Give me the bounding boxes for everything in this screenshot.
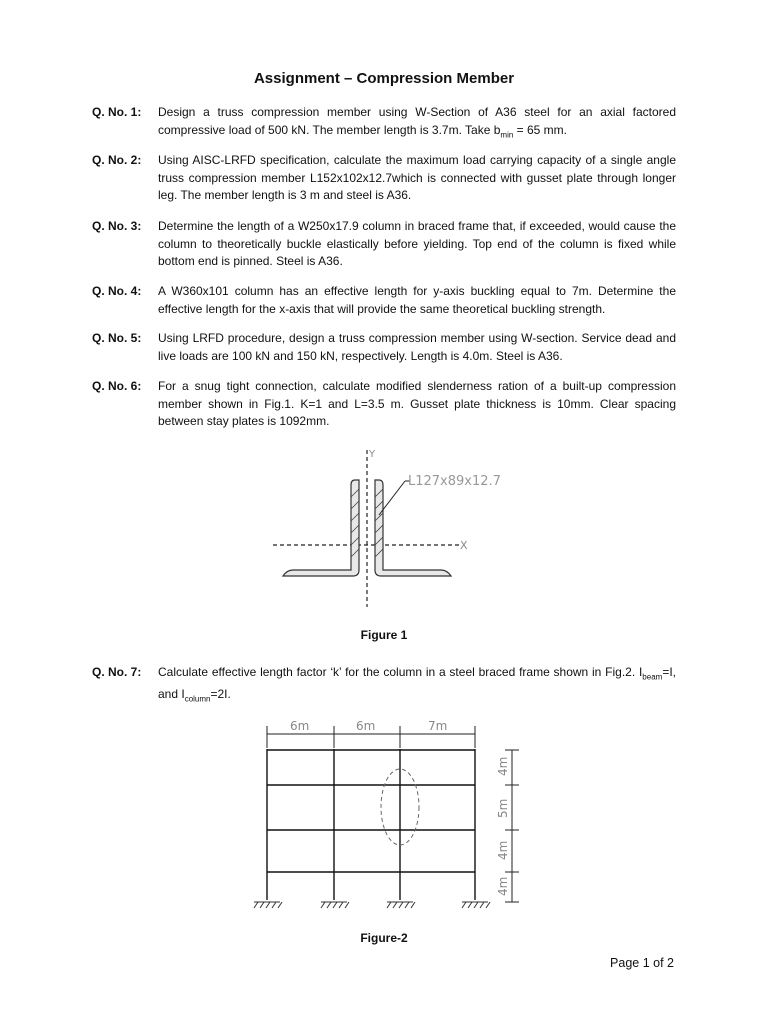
question-text: A W360x101 column has an effective length for y-axis buckling equal to 7m. Determine the effective length for the x-axis that will provide the same theoretical buckling strength. bbox=[158, 284, 676, 316]
question-5 bbox=[92, 330, 676, 365]
question-number: Q. No. 4: bbox=[92, 284, 142, 298]
question-2 bbox=[92, 152, 676, 205]
supports bbox=[254, 902, 490, 908]
question-4 bbox=[92, 283, 676, 318]
question-text: Using AISC-LRFD specification, calculate the maximum load carrying capacity of a single angle truss compression member L152x102x12.7which is connected with gusset plate through longer leg. The member length is 3 m and steel is A36. bbox=[158, 153, 676, 202]
question-text: Determine the length of a W250x17.9 column in braced frame that, if exceeded, would cause the column to theoretically buckle elastically before yielding. Top end of the column is fixed while bottom end is pinned. Steel is A36. bbox=[158, 219, 676, 268]
figure-2-caption: Figure-2 bbox=[360, 931, 408, 945]
story-label-2: 5m bbox=[496, 798, 510, 818]
story-label-4: 4m bbox=[496, 876, 510, 896]
question-number: Q. No. 3: bbox=[92, 219, 142, 233]
question-number: Q. No. 6: bbox=[92, 379, 142, 393]
right-angle-section bbox=[375, 480, 451, 576]
question-number: Q. No. 2: bbox=[92, 153, 142, 167]
question-text: Using LRFD procedure, design a truss compression member using W-section. Service dead and live loads are 100 kN and 150 kN, respectively. Length is 4.0m. Steel is A36. bbox=[158, 331, 676, 363]
bay-label-3: 7m bbox=[428, 719, 448, 733]
left-angle-section bbox=[283, 480, 359, 576]
bay-label-2: 6m bbox=[356, 719, 376, 733]
section-label: L127x89x12.7 bbox=[408, 474, 501, 489]
figure-2-diagram bbox=[240, 712, 530, 917]
figure-1-caption: Figure 1 bbox=[360, 628, 408, 642]
question-text: Calculate effective length factor ‘k’ for the column in a steel braced frame shown in Fig.2. $I_{beam}=I$, and $I_{column}=2I$. bbox=[158, 665, 676, 704]
question-1 bbox=[92, 104, 676, 143]
page-title: Assignment – Compression Member bbox=[253, 70, 515, 87]
y-axis-label: Y bbox=[369, 449, 376, 460]
question-6 bbox=[92, 378, 676, 431]
question-number: Q. No. 5: bbox=[92, 331, 142, 345]
question-3 bbox=[92, 218, 676, 271]
question-number: Q. No. 1: bbox=[92, 105, 142, 119]
question-text: For a snug tight connection, calculate modified slenderness ration of a built-up compression member shown in Fig.1. K=1 and L=3.5 m. Gusset plate thickness is 10mm. Clear spacing between stay plates is 1092mm. bbox=[158, 379, 676, 428]
question-text: Design a truss compression member using W-Section of A36 steel for an axial factored compressive load of 500 kN. The member length is 3.7m. Take $b_{min} = 65$ mm. bbox=[158, 105, 676, 139]
x-axis-label: X bbox=[460, 539, 468, 552]
figure-1-diagram bbox=[255, 445, 515, 615]
frame-columns bbox=[267, 749, 475, 900]
question-number: Q. No. 7: bbox=[92, 665, 142, 679]
story-label-3: 4m bbox=[496, 840, 510, 860]
story-label-1: 4m bbox=[496, 756, 510, 776]
bay-label-1: 6m bbox=[290, 719, 310, 733]
question-7 bbox=[92, 664, 676, 708]
page-number: Page 1 of 2 bbox=[610, 956, 674, 970]
frame-beams bbox=[267, 750, 475, 872]
